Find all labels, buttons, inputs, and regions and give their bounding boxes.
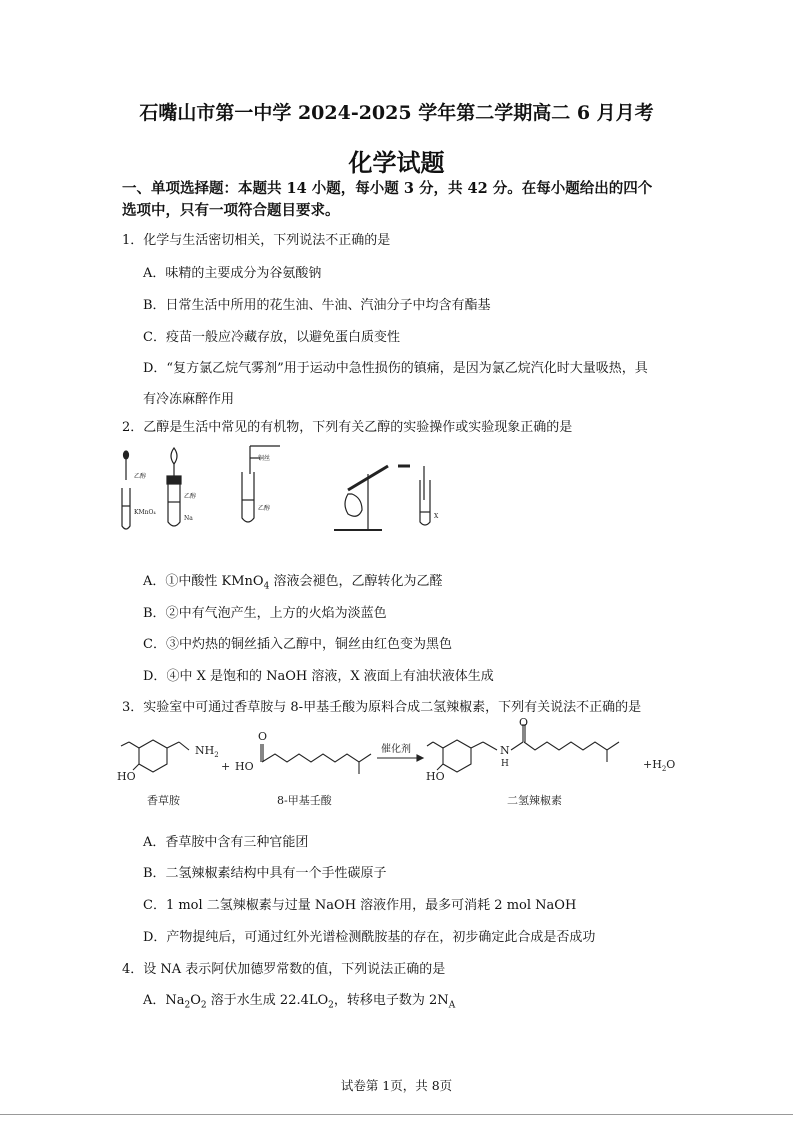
q3-ho-acid: HO xyxy=(235,760,254,773)
q3-plus: + xyxy=(221,760,231,773)
page-bottom-edge xyxy=(0,1114,793,1115)
q2-fig-label-x: X xyxy=(434,513,439,520)
q3-name-acid: 8-甲基壬酸 xyxy=(277,794,332,807)
q2-option-d: D．④中 X 是饱和的 NaOH 溶液，X 液面上有油状液体生成 xyxy=(143,669,494,684)
q3-option-d: D．产物提纯后，可通过红外光谱检测酰胺基的存在，初步确定此合成是否成功 xyxy=(143,930,596,945)
q3-ho-product: HO xyxy=(426,770,445,783)
q3-o-acid: O xyxy=(258,730,268,743)
q3-water: $+H_2O$ xyxy=(643,758,676,773)
q2-fig-label-kmno4: KMnO₄ xyxy=(134,509,156,516)
q2-fig-label-na: Na xyxy=(184,515,193,522)
q3-o-amide: O xyxy=(519,718,529,729)
q1-option-a: A．味精的主要成分为谷氨酸钠 xyxy=(143,266,322,281)
q3-option-a: A．香草胺中含有三种官能团 xyxy=(143,835,309,850)
q3-stem: 3．实验室中可通过香草胺与 8-甲基壬酸为原料合成二氢辣椒素，下列有关说法不正确的是 xyxy=(122,700,642,715)
q3-reaction-scheme xyxy=(115,718,685,810)
q3-ho-reactant: HO xyxy=(117,770,136,783)
q3-name-product: 二氢辣椒素 xyxy=(507,794,562,807)
exam-school-title: 石嘴山市第一中学 2024-2025 学年第二学期高二 6 月月考 xyxy=(139,102,654,124)
section-instructions xyxy=(122,178,682,222)
q2-option-a: A．①中酸性 KMnO$_4$ 溶液会褪色，乙醇转化为乙醛 xyxy=(143,574,443,592)
q2-option-c: C．③中灼热的铜丝插入乙醇中，铜丝由红色变为黑色 xyxy=(143,637,452,652)
q2-stem: 2．乙醇是生活中常见的有机物，下列有关乙醇的实验操作或实验现象正确的是 xyxy=(122,420,573,435)
q1-option-d-line2: 有冷冻麻醉作用 xyxy=(143,392,235,407)
q1-option-b: B．日常生活中所用的花生油、牛油、汽油分子中均含有酯基 xyxy=(143,298,491,313)
q2-fig-label-ethanol-2: 乙醇 xyxy=(184,493,197,500)
q2-fig-label-ethanol-3: 乙醇 xyxy=(258,505,271,512)
q3-nh2: $NH_2$ xyxy=(195,744,219,759)
q2-apparatus-figure xyxy=(112,440,457,550)
section-line-2: 选项中，只有一项符合题目要求。 xyxy=(122,202,340,219)
q3-amide-n: N xyxy=(500,744,510,757)
q4-option-a: A．$Na_2O_2$ 溶于水生成 $22.4LO_2$，转移电子数为 $2N_A$ xyxy=(143,993,456,1011)
q1-option-d-line1: D．“复方氯乙烷气雾剂”用于运动中急性损伤的镇痛，是因为氯乙烷汽化时大量吸热，具 xyxy=(143,361,648,376)
q3-name-vanillylamine: 香草胺 xyxy=(147,794,180,807)
q1-option-c: C．疫苗一般应冷藏存放，以避免蛋白质变性 xyxy=(143,330,400,345)
q2-fig-label-copper-wire: 铜丝 xyxy=(258,455,271,462)
exam-subject-title: 化学试题 xyxy=(348,148,445,177)
page-footer: 试卷第 1页，共 8页 xyxy=(340,1078,453,1093)
q3-option-b: B．二氢辣椒素结构中具有一个手性碳原子 xyxy=(143,866,387,881)
q1-stem: 1．化学与生活密切相关，下列说法不正确的是 xyxy=(122,233,391,248)
q3-catalyst: 催化剂 xyxy=(381,744,411,755)
q3-amide-h: H xyxy=(501,759,509,769)
section-line-1: 一、单项选择题：本题共 14 小题，每小题 3 分，共 42 分。在每小题给出的四个 xyxy=(122,180,653,197)
q4-stem: 4．设 NA 表示阿伏加德罗常数的值，下列说法正确的是 xyxy=(122,962,446,977)
q2-option-b: B．②中有气泡产生，上方的火焰为淡蓝色 xyxy=(143,606,387,621)
q3-option-c: C．1 mol 二氢辣椒素与过量 NaOH 溶液作用，最多可消耗 2 mol NaOH xyxy=(143,898,577,913)
q2-fig-label-ethanol-1: 乙醇 xyxy=(134,473,147,480)
